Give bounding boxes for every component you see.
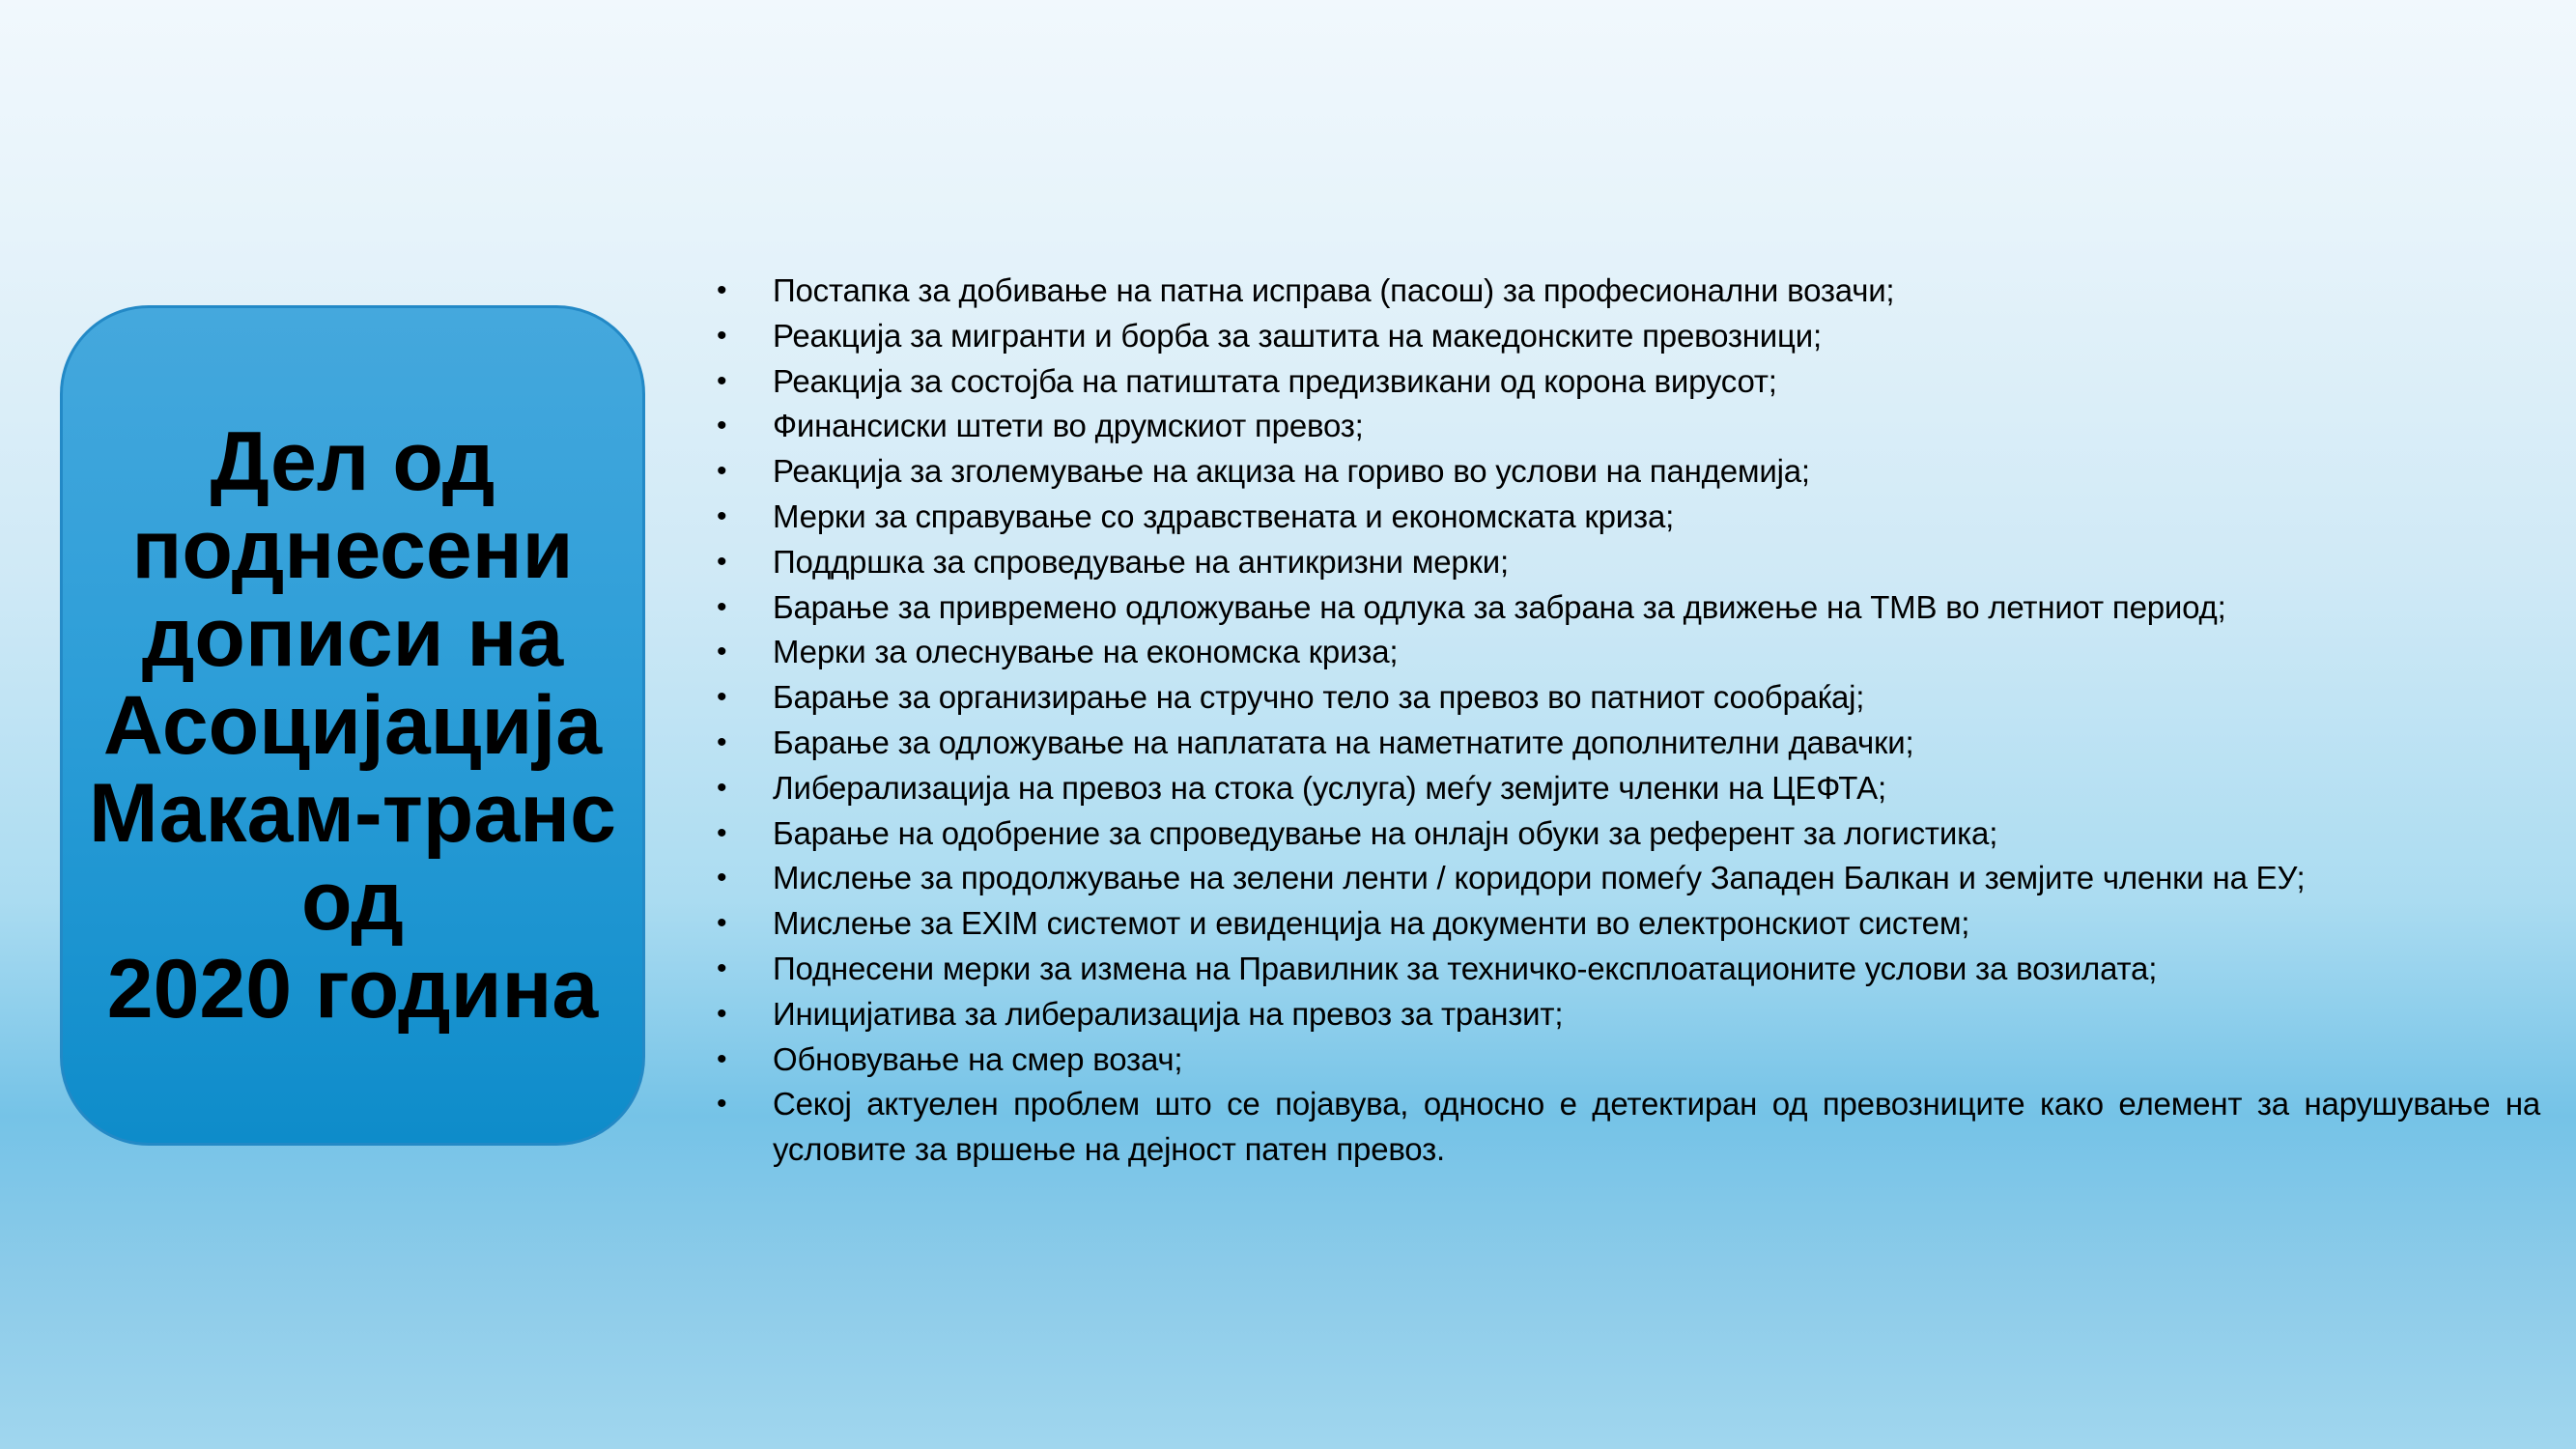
bullet-item: • Барање за одложување на наплатата на наметнатите дополнителни давачки; bbox=[717, 721, 2540, 766]
bullet-item: • Секој актуелен проблем што се појавува, односно е детектиран од превозниците како елемент за нарушување на условите за вршење на дејност патен превоз. bbox=[717, 1082, 2540, 1173]
bullet-list bbox=[717, 269, 2540, 1173]
bullet-item: • Барање за организирање на стручно тело за превоз во патниот сообраќај; bbox=[717, 675, 2540, 721]
title-line: Дел од bbox=[210, 414, 495, 508]
title-line: дописи на bbox=[141, 590, 564, 684]
bullet-item: • Мислење за продолжување на зелени ленти / коридори помеѓу Западен Балкан и земјите членки на ЕУ; bbox=[717, 856, 2540, 901]
bullet-item: • Барање за привремено одложување на одлука за забрана за движење на ТМВ во летниот период; bbox=[717, 585, 2540, 631]
bullet-item: • Поднесени мерки за измена на Правилник за техничко-експлоатационите услови за возилата; bbox=[717, 947, 2540, 992]
bullet-item: • Реакција за состојба на патиштата предизвикани од корона вирусот; bbox=[717, 359, 2540, 405]
slide-title bbox=[89, 414, 616, 1036]
bullet-item: • Реакција за мигранти и борба за заштита на македонските превозници; bbox=[717, 314, 2540, 359]
bullet-item: • Барање на одобрение за спроведување на онлајн обуки за референт за логистика; bbox=[717, 811, 2540, 857]
bullet-item: • Финансиски штети во друмскиот превоз; bbox=[717, 404, 2540, 449]
bullet-item: • Поддршка за спроведување на антикризни мерки; bbox=[717, 540, 2540, 585]
title-box bbox=[60, 305, 645, 1146]
title-line: 2020 година bbox=[106, 942, 599, 1036]
title-line: Макам-транс bbox=[89, 766, 616, 860]
bullet-item: • Либерализација на превоз на стока (услуга) меѓу земјите членки на ЦЕФТА; bbox=[717, 766, 2540, 811]
title-line: поднесени bbox=[131, 502, 574, 596]
bullet-item: • Мерки за справување со здравствената и економската криза; bbox=[717, 495, 2540, 540]
bullet-item: • Реакција за зголемување на акциза на гориво во услови на пандемија; bbox=[717, 449, 2540, 495]
bullet-item: • Мислење за EXIM системот и евиденција на документи во електронскиот систем; bbox=[717, 901, 2540, 947]
bullet-item: • Обновување на смер возач; bbox=[717, 1037, 2540, 1083]
title-line: од bbox=[301, 854, 404, 948]
bullet-item: • Постапка за добивање на патна исправа (пасош) за професионални возачи; bbox=[717, 269, 2540, 314]
bullet-item: • Мерки за олеснување на економска криза; bbox=[717, 630, 2540, 675]
bullet-item: • Иницијатива за либерализација на превоз за транзит; bbox=[717, 992, 2540, 1037]
title-line: Асоцијација bbox=[102, 678, 603, 772]
